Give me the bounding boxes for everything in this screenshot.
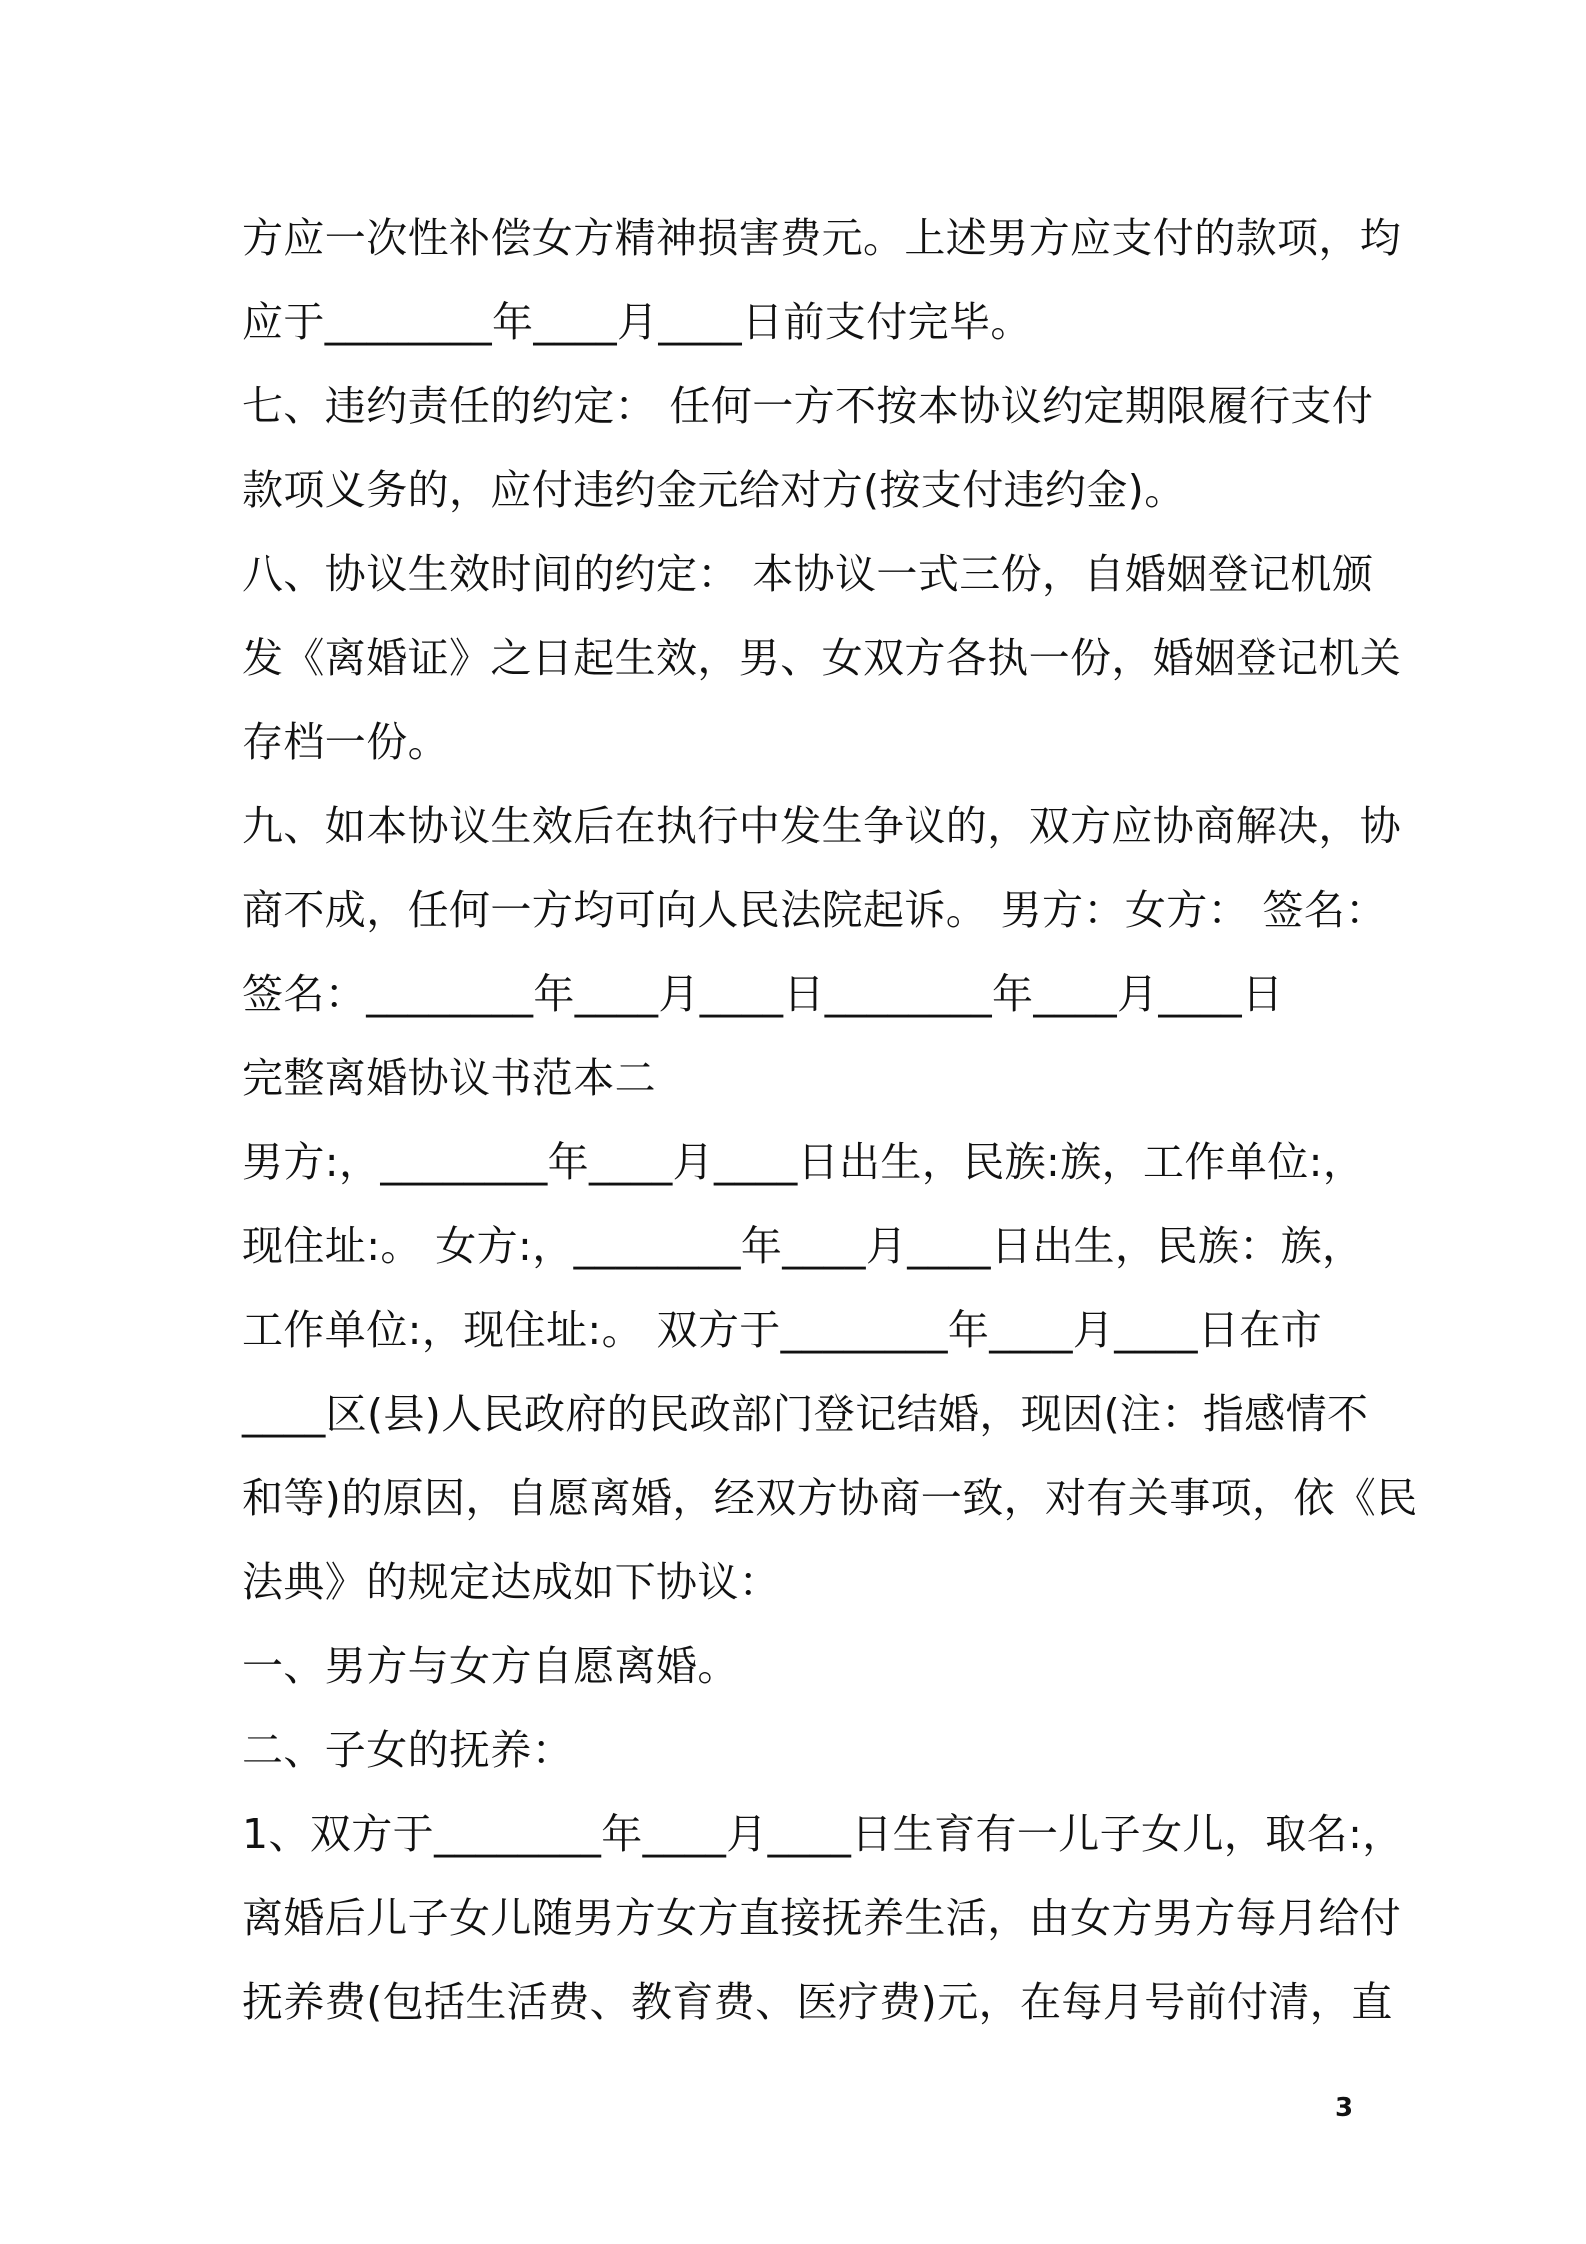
document-line: ____区(县)人民政府的民政部门登记结婚，现因(注：指感情不 — [242, 1390, 1369, 1438]
document-line: 签名：________年____月____日________年____月____日 — [242, 970, 1284, 1018]
document-body — [242, 196, 1418, 2044]
document-line: 现住址:。 女方:，________年____月____日出生，民族：族， — [242, 1222, 1364, 1270]
page-number: 3 — [1335, 2093, 1354, 2123]
document-line: 商不成，任何一方均可向人民法院起诉。 男方：女方： 签名： — [242, 886, 1387, 934]
document-line: 应于________年____月____日前支付完毕。 — [242, 298, 1032, 346]
document-line: 1、双方于________年____月____日生育有一儿子女儿，取名:， — [242, 1810, 1404, 1858]
document-line: 九、如本协议生效后在执行中发生争议的，双方应协商解决，协 — [242, 802, 1402, 850]
document-line: 八、协议生效时间的约定： 本协议一式三份，自婚姻登记机颁 — [242, 550, 1374, 598]
document-line: 和等)的原因，自愿离婚，经双方协商一致，对有关事项，依《民 — [242, 1474, 1418, 1522]
document-line: 工作单位:，现住址:。 双方于________年____月____日在市 — [242, 1306, 1323, 1354]
document-line: 二、子女的抚养： — [242, 1726, 574, 1774]
document-line: 男方:，________年____月____日出生，民族:族，工作单位:， — [242, 1138, 1365, 1186]
document-line: 方应一次性补偿女方精神损害费元。上述男方应支付的款项，均 — [242, 214, 1402, 262]
document-line: 存档一份。 — [242, 718, 449, 766]
document-line: 抚养费(包括生活费、教育费、医疗费)元，在每月号前付清，直 — [242, 1978, 1393, 2026]
document-line: 离婚后儿子女儿随男方女方直接抚养生活，由女方男方每月给付 — [242, 1894, 1402, 1942]
document-line: 七、违约责任的约定： 任何一方不按本协议约定期限履行支付 — [242, 382, 1374, 430]
document-line: 发《离婚证》之日起生效，男、女双方各执一份，婚姻登记机关 — [242, 634, 1402, 682]
document-line: 一、男方与女方自愿离婚。 — [242, 1642, 739, 1690]
document-line: 款项义务的，应付违约金元给对方(按支付违约金)。 — [242, 466, 1186, 514]
document-line: 法典》的规定达成如下协议： — [242, 1558, 781, 1606]
section-heading: 完整离婚协议书范本二 — [242, 1054, 656, 1102]
